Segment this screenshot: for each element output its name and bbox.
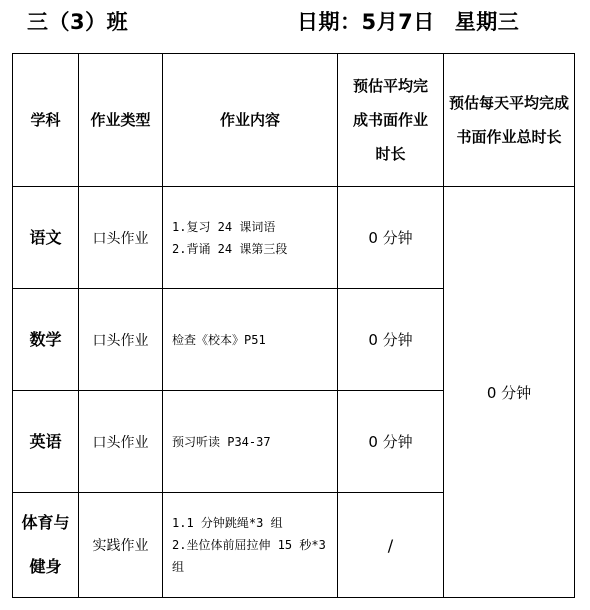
weekday-text: 星期三 <box>454 10 520 34</box>
type-cell: 口头作业 <box>79 289 163 391</box>
content-line: 1.1 分钟跳绳*3 组 <box>172 516 283 530</box>
subject-cell <box>13 493 79 598</box>
total-duration-cell: 0 分钟 <box>444 187 575 598</box>
header-estimated-time-line: 成书面作业 <box>352 111 428 129</box>
homework-table <box>12 53 575 598</box>
type-cell: 口头作业 <box>79 187 163 289</box>
header-total-time-line: 书面作业总时长 <box>456 128 562 146</box>
header-estimated-time <box>338 54 444 187</box>
duration-cell: 0 分钟 <box>338 289 444 391</box>
header-total-time-line: 预估每天平均完成 <box>448 94 569 112</box>
content-cell <box>163 187 338 289</box>
content-cell <box>163 493 338 598</box>
class-name: 三（3）班 <box>27 10 129 34</box>
subject-line: 体育与 <box>21 513 70 532</box>
type-cell: 实践作业 <box>79 493 163 598</box>
subject-cell: 英语 <box>13 391 79 493</box>
duration-cell: 0 分钟 <box>338 187 444 289</box>
table-row <box>13 187 575 289</box>
subject-cell: 语文 <box>13 187 79 289</box>
table-header-row <box>13 54 575 187</box>
duration-cell: 0 分钟 <box>338 391 444 493</box>
subject-line: 健身 <box>29 557 62 576</box>
page-header <box>27 6 580 38</box>
header-total-time <box>444 54 575 187</box>
content-line: 预习听读 P34-37 <box>172 434 271 449</box>
content-line: 1.复习 24 课词语 <box>172 219 276 234</box>
content-line: 2.坐位体前屈拉伸 15 秒*3 <box>172 538 326 552</box>
type-cell: 口头作业 <box>79 391 163 493</box>
duration-cell: / <box>338 493 444 598</box>
date-line <box>297 6 519 36</box>
content-line: 2.背诵 24 课第三段 <box>172 241 288 256</box>
date-text: 日期：5月7日 <box>297 10 435 34</box>
header-type: 作业类型 <box>79 54 163 187</box>
header-estimated-time-line: 预估平均完 <box>352 77 428 95</box>
content-line: 检查《校本》P51 <box>172 332 266 347</box>
header-estimated-time-line: 时长 <box>375 145 406 163</box>
subject-cell: 数学 <box>13 289 79 391</box>
header-content: 作业内容 <box>163 54 338 187</box>
content-cell <box>163 289 338 391</box>
header-subject: 学科 <box>13 54 79 187</box>
content-line: 组 <box>172 560 185 574</box>
content-cell <box>163 391 338 493</box>
